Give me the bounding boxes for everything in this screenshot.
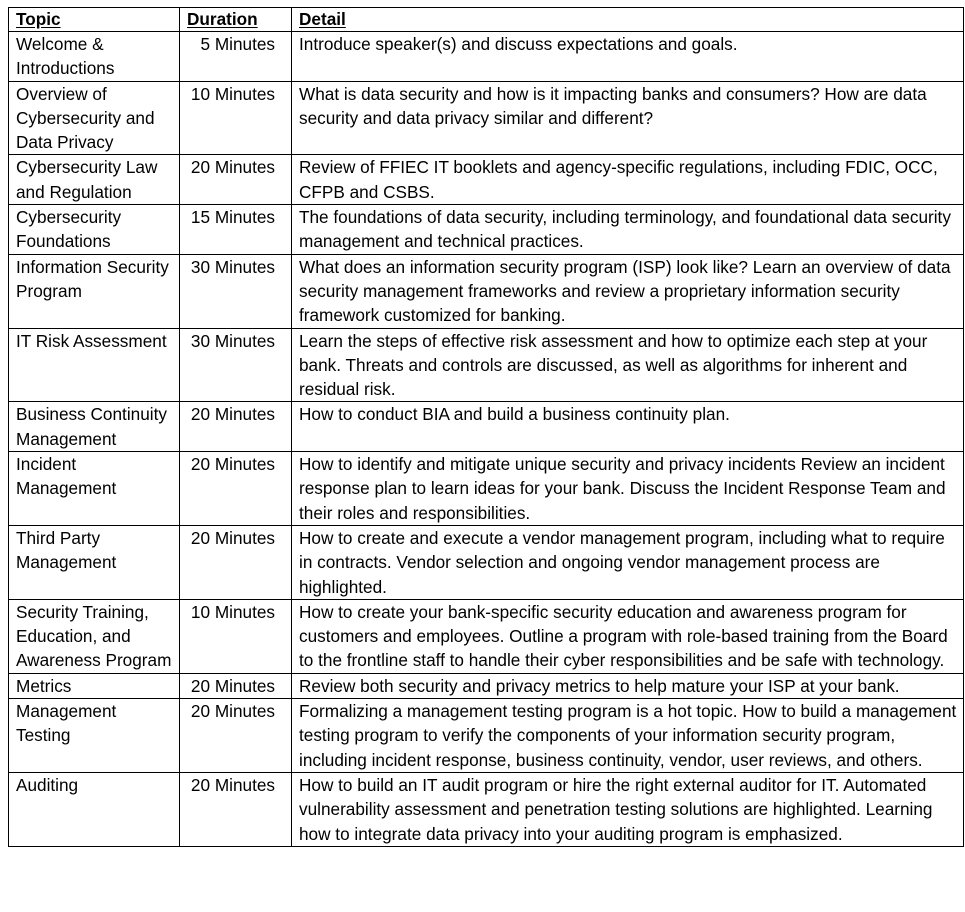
detail-cell: How to conduct BIA and build a business continuity plan. xyxy=(292,402,964,452)
topic-cell: Cybersecurity Law and Regulation xyxy=(9,155,180,205)
topic-cell: Business Continuity Management xyxy=(9,402,180,452)
detail-cell: Review both security and privacy metrics to help mature your ISP at your bank. xyxy=(292,673,964,698)
table-row xyxy=(9,402,964,452)
detail-cell: What is data security and how is it impacting banks and consumers? How are data security and data privacy similar and different? xyxy=(292,81,964,155)
detail-cell: How to build an IT audit program or hire the right external auditor for IT. Automated vulnerability assessment and penetration testing solutions are highlighted. Learning how to integrate data privacy into your auditing program is emphasized. xyxy=(292,772,964,846)
duration-cell: 20 Minutes xyxy=(180,699,292,773)
detail-cell: Formalizing a management testing program is a hot topic. How to build a management testing program to verify the components of your information security program, including incident response, business continuity, vendor, user reviews, and others. xyxy=(292,699,964,773)
duration-cell: 10 Minutes xyxy=(180,599,292,673)
table-row xyxy=(9,205,964,255)
duration-cell: 20 Minutes xyxy=(180,452,292,526)
topic-cell: Management Testing xyxy=(9,699,180,773)
table-row xyxy=(9,452,964,526)
detail-cell: How to identify and mitigate unique security and privacy incidents Review an incident response plan to learn ideas for your bank. Discuss the Incident Response Team and their roles and responsibilities. xyxy=(292,452,964,526)
table-row xyxy=(9,155,964,205)
topic-cell: IT Risk Assessment xyxy=(9,328,180,402)
topic-cell: Auditing xyxy=(9,772,180,846)
duration-cell: 20 Minutes xyxy=(180,772,292,846)
topic-cell: Metrics xyxy=(9,673,180,698)
topic-cell: Cybersecurity Foundations xyxy=(9,205,180,255)
table-row xyxy=(9,699,964,773)
topic-cell: Third Party Management xyxy=(9,525,180,599)
duration-cell: 20 Minutes xyxy=(180,155,292,205)
header-detail: Detail xyxy=(292,8,964,32)
table-row xyxy=(9,525,964,599)
detail-cell: How to create and execute a vendor management program, including what to require in contracts. Vendor selection and ongoing vendor management process are highlighted. xyxy=(292,525,964,599)
header-row xyxy=(9,8,964,32)
table-row xyxy=(9,32,964,82)
table-row xyxy=(9,81,964,155)
topic-cell: Information Security Program xyxy=(9,254,180,328)
table-row xyxy=(9,254,964,328)
table-row xyxy=(9,328,964,402)
duration-cell: 20 Minutes xyxy=(180,402,292,452)
duration-cell: 15 Minutes xyxy=(180,205,292,255)
duration-cell: 5 Minutes xyxy=(180,32,292,82)
detail-cell: How to create your bank-specific security education and awareness program for customers and employees. Outline a program with role-based training from the Board to the frontline staff to handle their cyber responsibilities and be safe with technology. xyxy=(292,599,964,673)
topic-cell: Welcome & Introductions xyxy=(9,32,180,82)
agenda-table xyxy=(8,7,964,847)
detail-cell: Review of FFIEC IT booklets and agency-specific regulations, including FDIC, OCC, CFPB and CSBS. xyxy=(292,155,964,205)
topic-cell: Security Training, Education, and Awareness Program xyxy=(9,599,180,673)
topic-cell: Overview of Cybersecurity and Data Privacy xyxy=(9,81,180,155)
table-body xyxy=(9,32,964,847)
detail-cell: Introduce speaker(s) and discuss expectations and goals. xyxy=(292,32,964,82)
table-row xyxy=(9,772,964,846)
duration-cell: 30 Minutes xyxy=(180,328,292,402)
duration-cell: 20 Minutes xyxy=(180,673,292,698)
detail-cell: What does an information security program (ISP) look like? Learn an overview of data security management frameworks and review a proprietary information security framework customized for banking. xyxy=(292,254,964,328)
table-row xyxy=(9,599,964,673)
detail-cell: The foundations of data security, including terminology, and foundational data security management and technical practices. xyxy=(292,205,964,255)
duration-cell: 20 Minutes xyxy=(180,525,292,599)
topic-cell: Incident Management xyxy=(9,452,180,526)
header-topic: Topic xyxy=(9,8,180,32)
duration-cell: 30 Minutes xyxy=(180,254,292,328)
table-header xyxy=(9,8,964,32)
header-duration: Duration xyxy=(180,8,292,32)
detail-cell: Learn the steps of effective risk assessment and how to optimize each step at your bank. Threats and controls are discussed, as well as algorithms for inherent and residual risk. xyxy=(292,328,964,402)
duration-cell: 10 Minutes xyxy=(180,81,292,155)
table-row xyxy=(9,673,964,698)
